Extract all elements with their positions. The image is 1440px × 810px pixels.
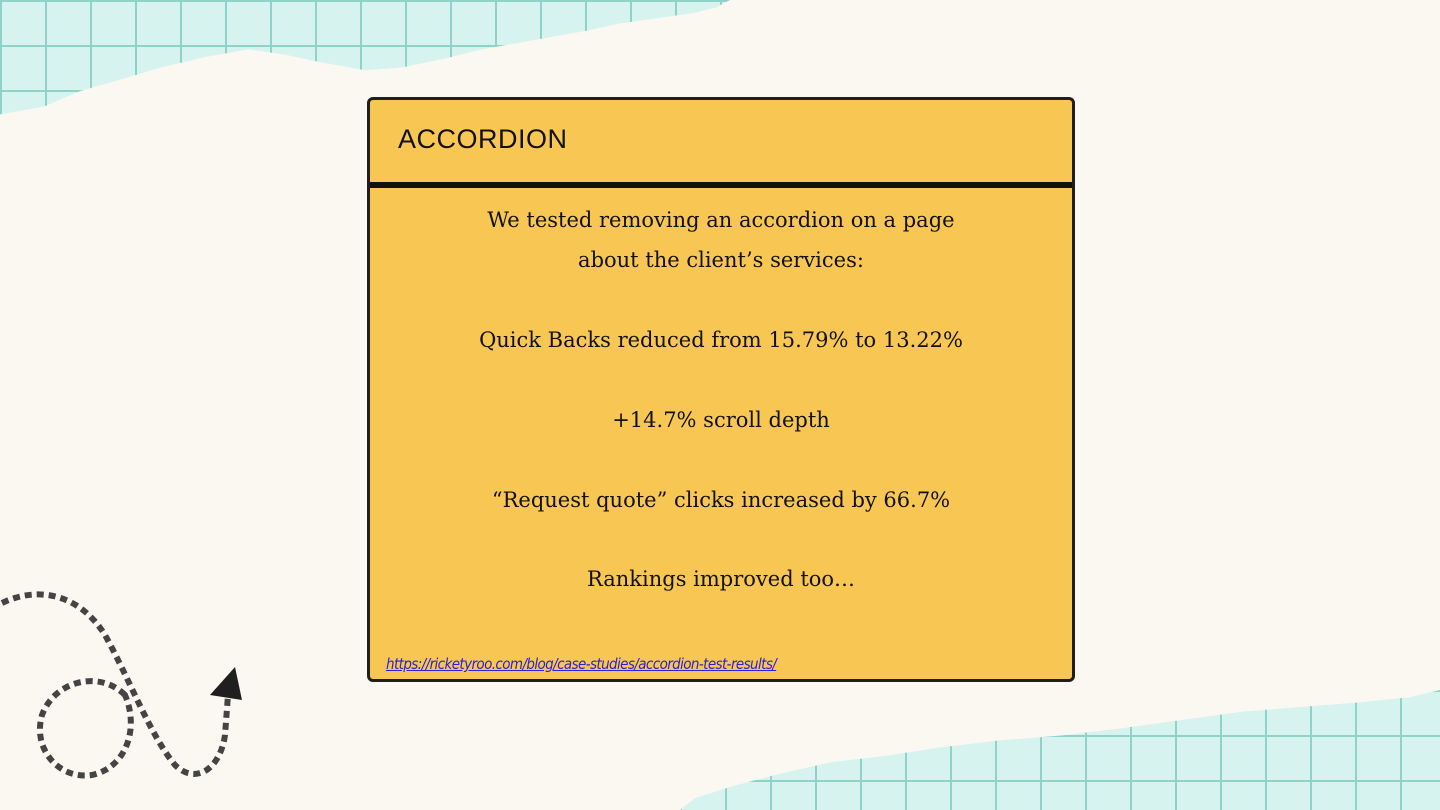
source-link[interactable]: https://ricketyroo.com/blog/case-studies/accordion-test-results/ — [386, 655, 777, 673]
card-title: ACCORDION — [398, 124, 568, 154]
stat-scroll-depth: +14.7% scroll depth — [612, 408, 830, 432]
stat-quick-backs: Quick Backs reduced from 15.79% to 13.22% — [479, 328, 963, 352]
accordion-card — [367, 97, 1075, 682]
intro-text-line-1: We tested removing an accordion on a page — [487, 208, 955, 232]
card-header — [370, 100, 1072, 188]
dashed-arrow-icon — [0, 585, 250, 795]
intro-text-line-2: about the client’s services: — [578, 248, 864, 272]
stat-request-quote-clicks: “Request quote” clicks increased by 66.7% — [491, 488, 951, 512]
grid-paper-decoration-bottom — [680, 690, 1440, 810]
stat-rankings: Rankings improved too… — [586, 567, 856, 591]
